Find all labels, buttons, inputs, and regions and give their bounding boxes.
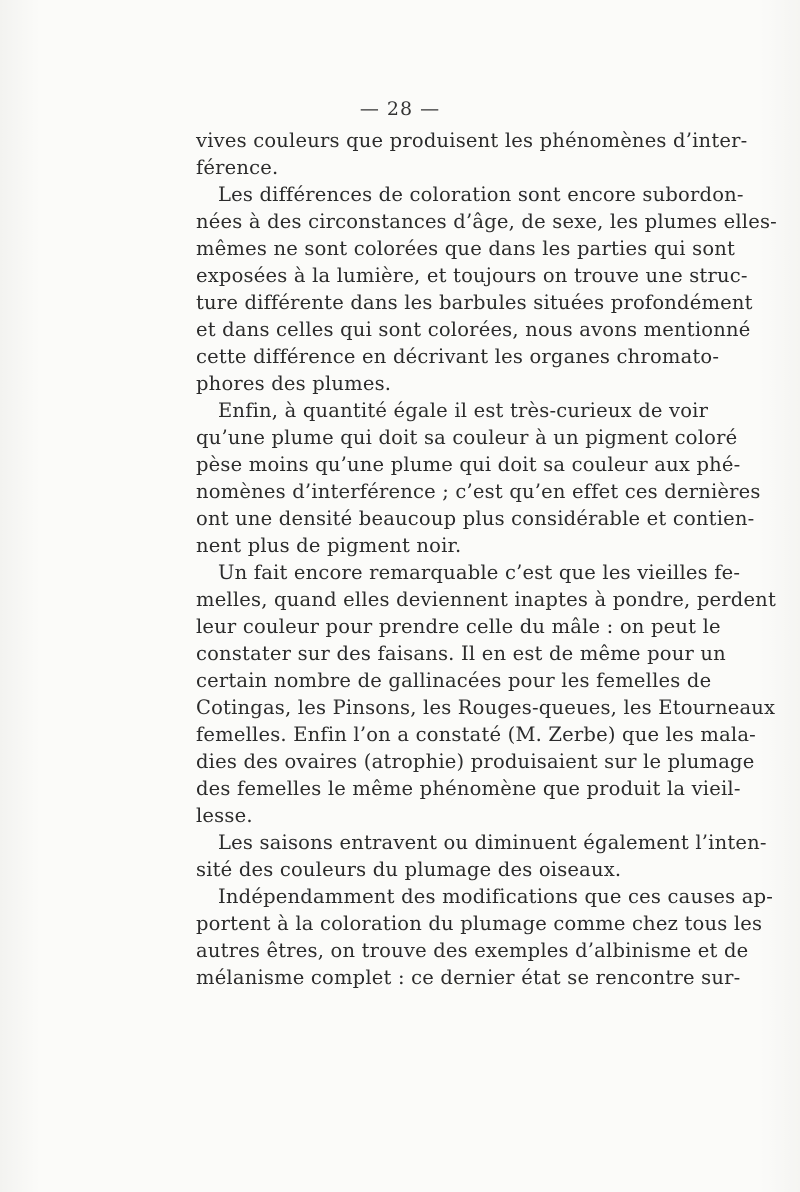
text-line: vives couleurs que produisent les phénomènes d’inter- [196,129,748,152]
text-line: férence. [196,156,279,179]
text-line: Cotingas, les Pinsons, les Rouges-queues, les Etourneaux [196,696,776,719]
paragraph [196,829,767,883]
page-number: — 28 — [359,98,441,120]
text-line: leur couleur pour prendre celle du mâle : on peut le [196,615,721,638]
text-line: exposées à la lumière, et toujours on trouve une struc- [196,264,748,287]
text-line: constater sur des faisans. Il en est de même pour un [196,642,726,665]
paragraph [196,181,777,397]
text-line: Indépendamment des modifications que ces causes ap- [218,885,774,908]
text-line: Les différences de coloration sont encore subordon- [218,183,744,206]
text-line: phores des plumes. [196,372,392,395]
paragraph [196,127,748,181]
text-line: lesse. [196,804,253,827]
text-line: et dans celles qui sont colorées, nous avons mentionné [196,318,751,341]
text-line: certain nombre de gallinacées pour les femelles de [196,669,712,692]
text-line: ture différente dans les barbules situées profondément [196,291,753,314]
paragraph [196,397,761,559]
text-line: nées à des circonstances d’âge, de sexe, les plumes elles- [196,210,777,233]
text-line: nent plus de pigment noir. [196,534,462,557]
text-line: ont une densité beaucoup plus considérable et contien- [196,507,755,530]
text-line: mélanisme complet : ce dernier état se rencontre sur- [196,966,741,989]
text-line: cette différence en décrivant les organes chromato- [196,345,720,368]
text-line: qu’une plume qui doit sa couleur à un pigment coloré [196,426,738,449]
text-line: Les saisons entravent ou diminuent également l’inten- [218,831,767,854]
text-line: femelles. Enfin l’on a constaté (M. Zerbe) que les mala- [196,723,756,746]
paragraph [196,883,774,991]
text-line: Un fait encore remarquable c’est que les vieilles fe- [218,561,741,584]
text-line: mêmes ne sont colorées que dans les parties qui sont [196,237,736,260]
paragraph [196,559,776,829]
body-text [196,127,777,991]
text-line: sité des couleurs du plumage des oiseaux. [196,858,622,881]
text-line: des femelles le même phénomène que produit la vieil- [196,777,741,800]
text-line: Enfin, à quantité égale il est très-curieux de voir [218,399,709,422]
text-line: pèse moins qu’une plume qui doit sa couleur aux phé- [196,453,741,476]
text-line: autres êtres, on trouve des exemples d’albinisme et de [196,939,749,962]
text-line: portent à la coloration du plumage comme chez tous les [196,912,763,935]
text-line: nomènes d’interférence ; c’est qu’en effet ces dernières [196,480,761,503]
text-line: melles, quand elles deviennent inaptes à pondre, perdent [196,588,776,611]
text-line: dies des ovaires (atrophie) produisaient sur le plumage [196,750,755,773]
